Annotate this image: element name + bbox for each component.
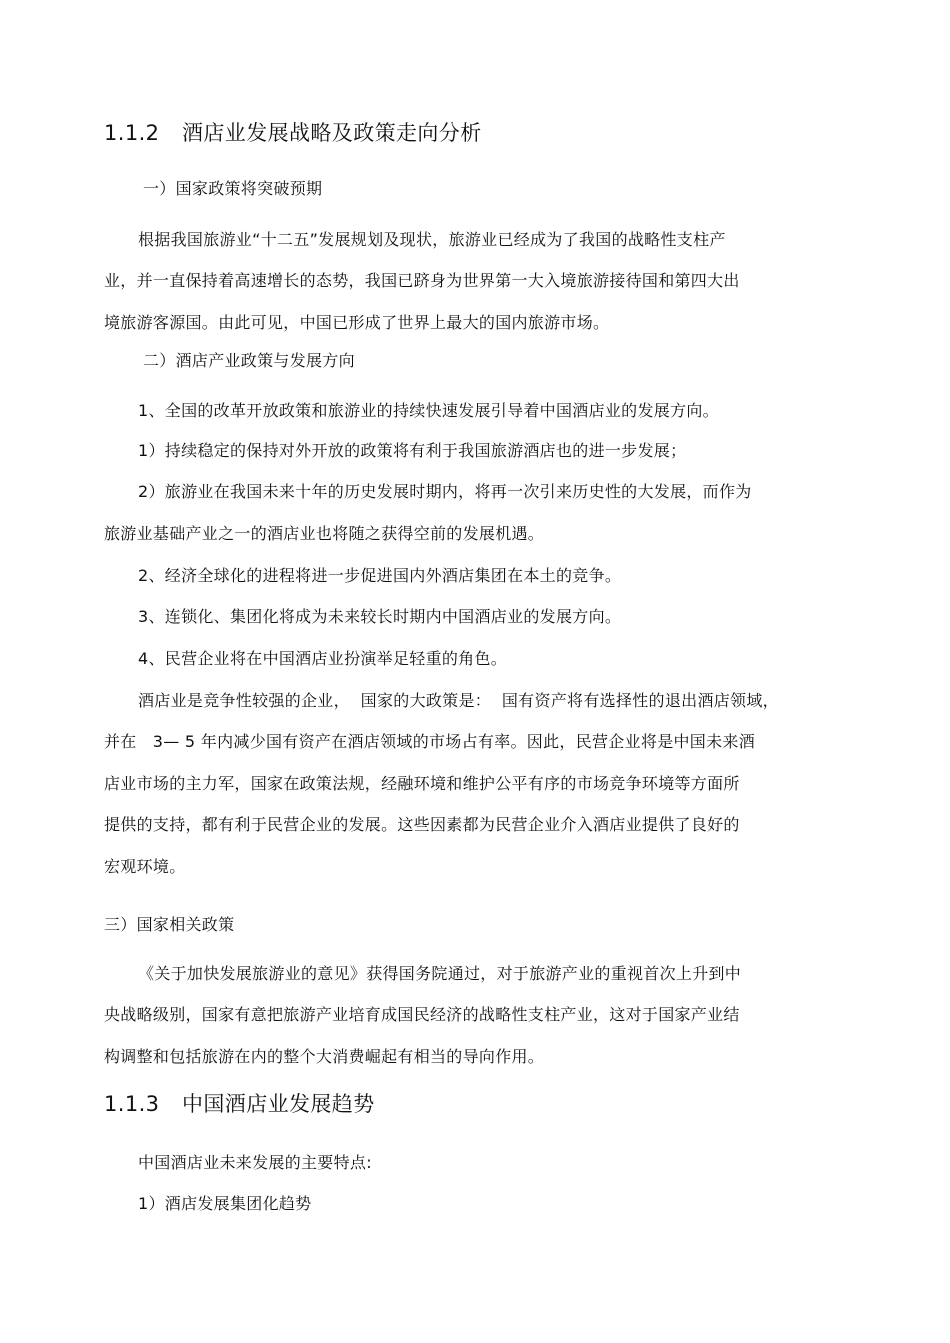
paragraph-line: 央战略级别，国家有意把旅游产业培育成国民经济的战略性支柱产业，这对于国家产业结	[104, 1005, 740, 1024]
list-item: 1）持续稳定的保持对外开放的政策将有利于我国旅游酒店也的进一步发展；	[138, 441, 687, 460]
paragraph-line: 构调整和包括旅游在内的整个大消费崛起有相当的导向作用。	[104, 1047, 545, 1066]
paragraph-line: 《关于加快发展旅游业的意见》获得国务院通过，对于旅游产业的重视首次上升到中	[138, 964, 742, 983]
subheading-hotel-industry-policy: 二）酒店产业政策与发展方向	[143, 351, 355, 370]
list-item: 3、连锁化、集团化将成为未来较长时期内中国酒店业的发展方向。	[138, 607, 622, 626]
section-number: 1.1.2	[104, 121, 160, 145]
paragraph-line: 业，并一直保持着高速增长的态势，我国已跻身为世界第一大入境旅游接待国和第四大出	[104, 271, 740, 290]
list-item: 2）旅游业在我国未来十年的历史发展时期内，将再一次引来历史性的大发展，而作为	[138, 482, 752, 501]
section-title: 中国酒店业发展趋势	[182, 1092, 375, 1116]
list-item: 2、经济全球化的进程将进一步促进国内外酒店集团在本土的竞争。	[138, 566, 622, 585]
paragraph-line: 酒店业是竞争性较强的企业， 国家的大政策是： 国有资产将有选择性的退出酒店领域，	[138, 691, 779, 710]
paragraph-line: 宏观环境。	[104, 857, 186, 876]
paragraph-line: 店业市场的主力军，国家在政策法规，经融环境和维护公平有序的市场竞争环境等方面所	[104, 774, 740, 793]
subheading-national-related-policy: 三）国家相关政策	[104, 915, 235, 934]
list-item: 1、全国的改革开放政策和旅游业的持续快速发展引导着中国酒店业的发展方向。	[138, 401, 719, 420]
paragraph-line: 根据我国旅游业“十二五”发展规划及现状，旅游业已经成为了我国的战略性支柱产	[138, 230, 726, 249]
section-number: 1.1.3	[104, 1092, 160, 1116]
paragraph-line: 境旅游客源国。由此可见，中国已形成了世界上最大的国内旅游市场。	[104, 313, 610, 332]
section-heading-1-1-3	[104, 1090, 375, 1118]
list-item: 4、民营企业将在中国酒店业扮演举足轻重的角色。	[138, 649, 508, 668]
section-title: 酒店业发展战略及政策走向分析	[182, 121, 482, 145]
subheading-national-policy: 一）国家政策将突破预期	[143, 179, 323, 198]
paragraph-line: 提供的支持，都有利于民营企业的发展。这些因素都为民营企业介入酒店业提供了良好的	[104, 815, 740, 834]
paragraph-line: 中国酒店业未来发展的主要特点:	[138, 1153, 372, 1172]
paragraph-line: 并在 3— 5 年内减少国有资产在酒店领域的市场占有率。因此，民营企业将是中国未来酒	[104, 732, 755, 751]
list-item: 1）酒店发展集团化趋势	[138, 1194, 312, 1213]
list-item: 旅游业基础产业之一的酒店业也将随之获得空前的发展机遇。	[104, 524, 545, 543]
section-heading-1-1-2	[104, 119, 482, 147]
